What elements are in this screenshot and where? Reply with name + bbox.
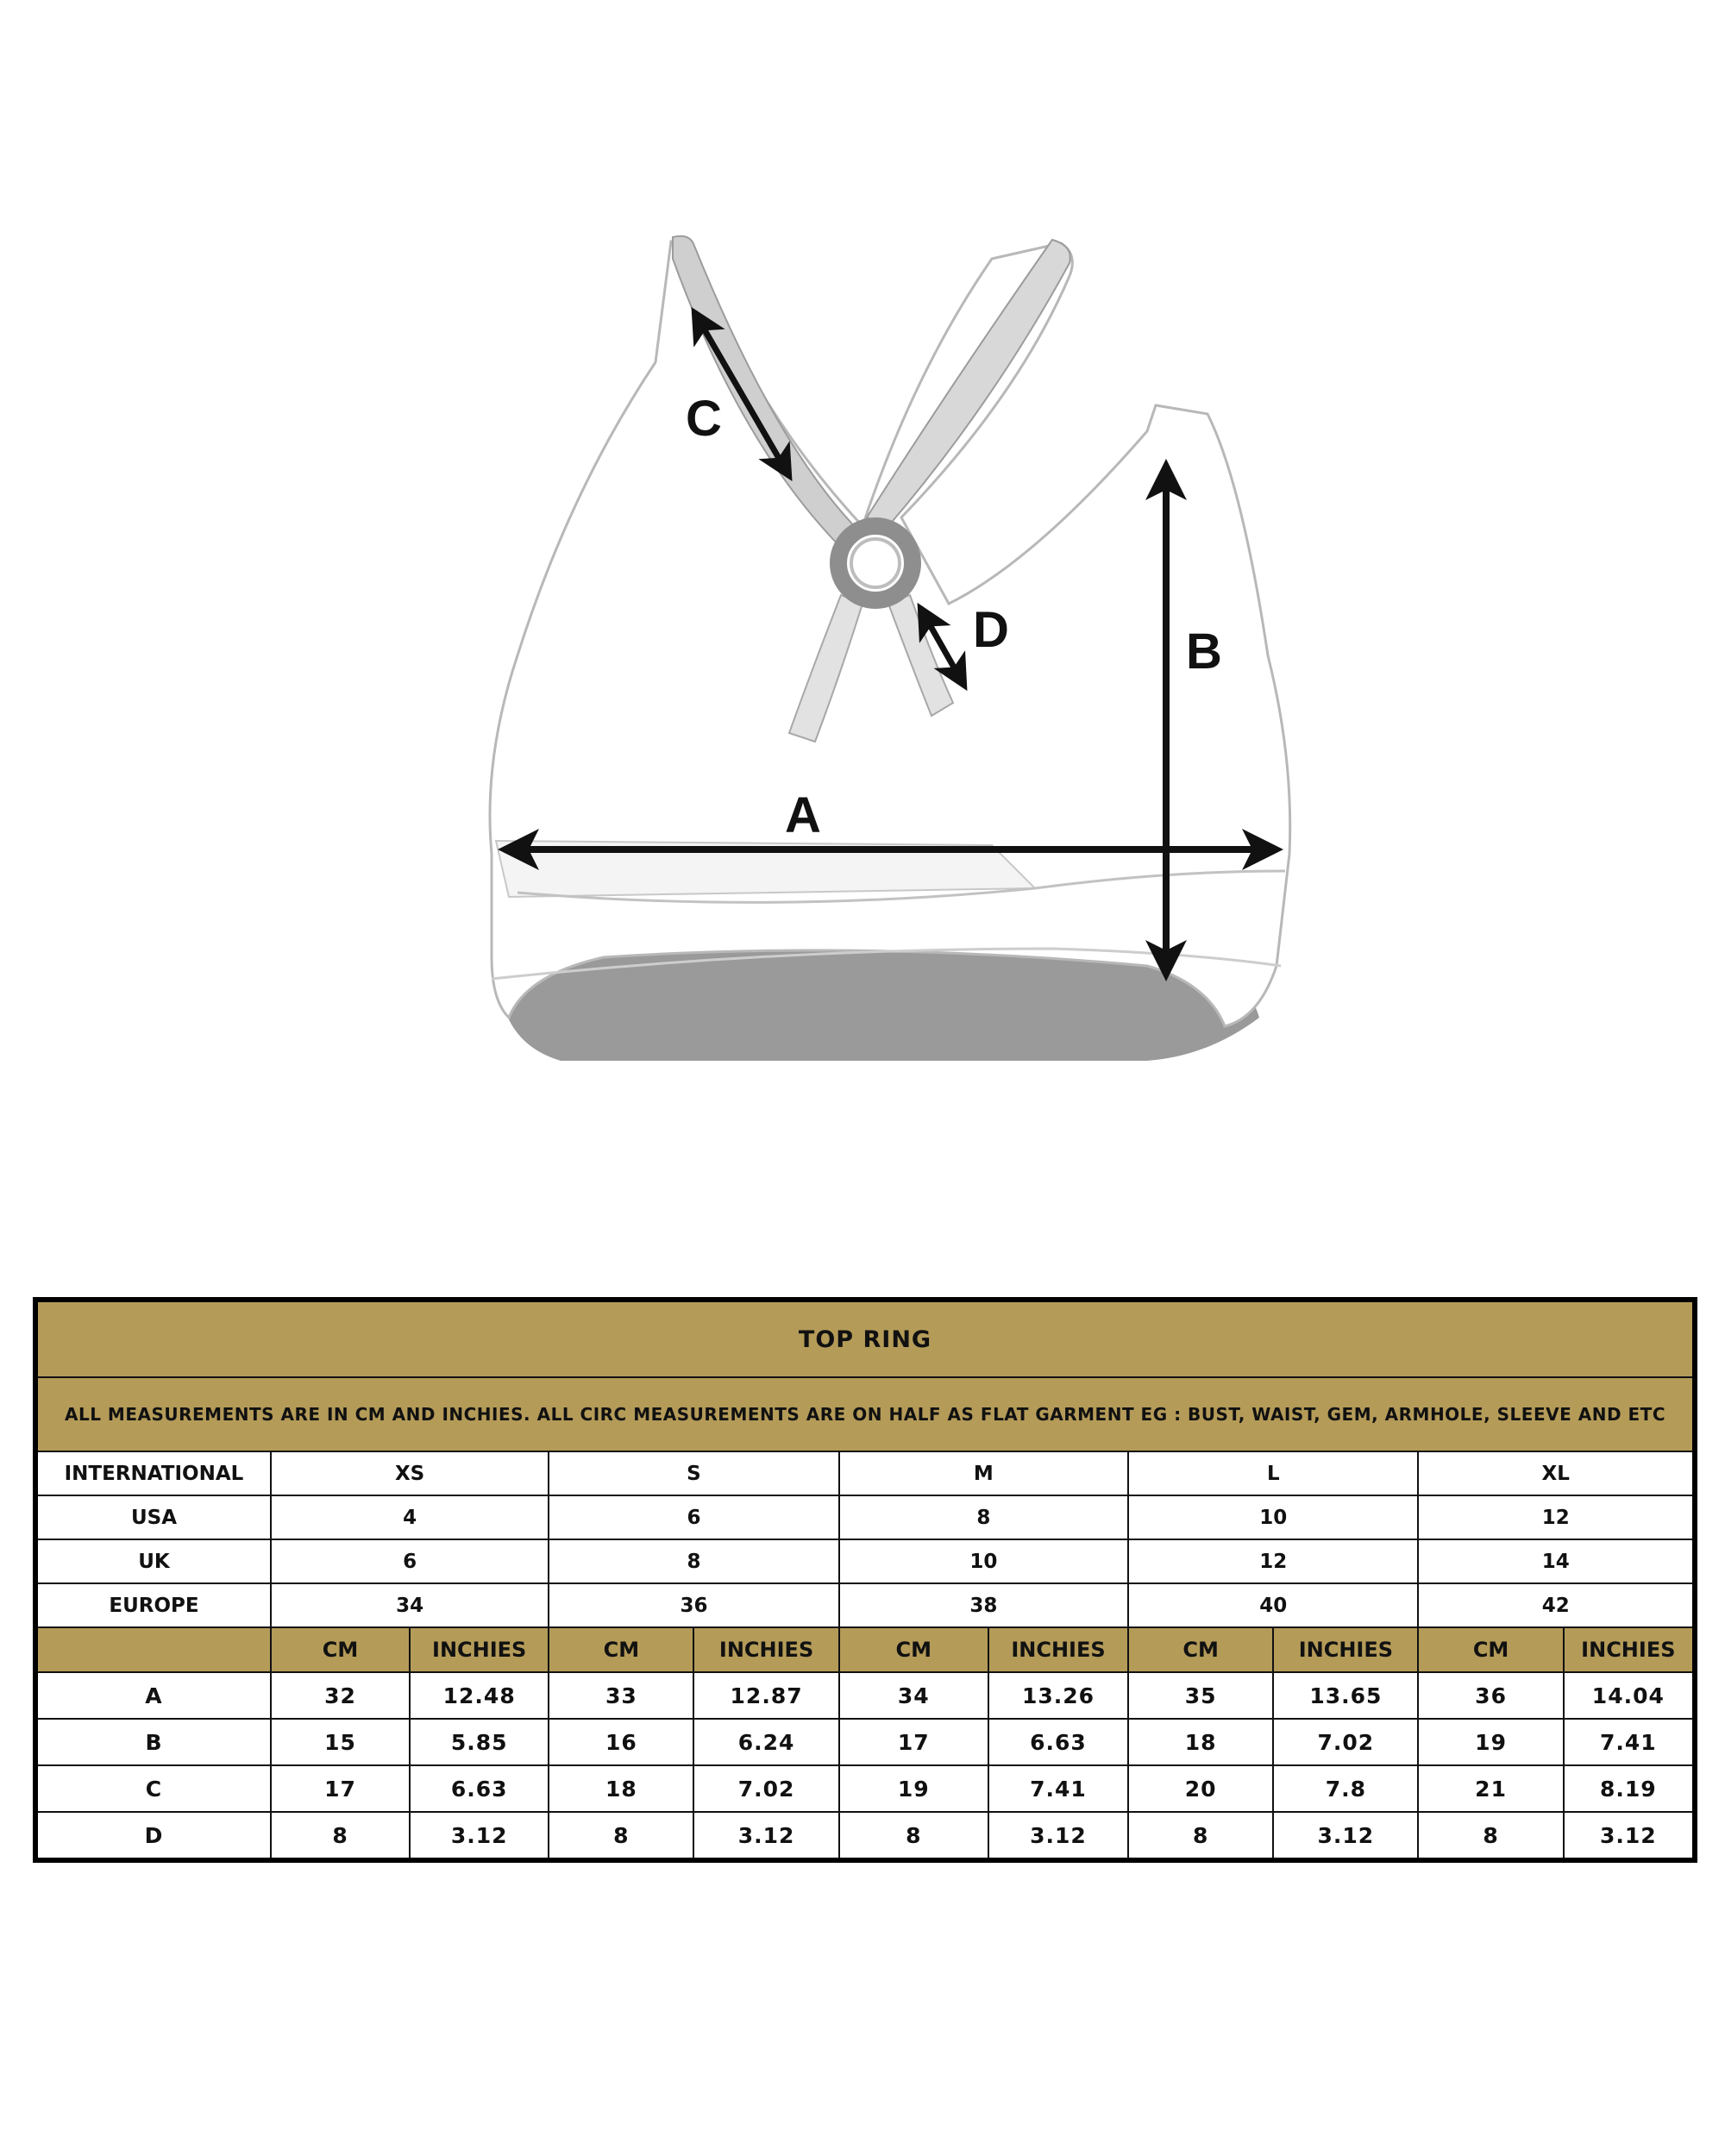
measurement-cell: 7.02	[693, 1765, 838, 1812]
unit-header-label	[35, 1627, 271, 1672]
row-label: A	[35, 1672, 271, 1719]
unit-header-cell: INCHIES	[988, 1627, 1128, 1672]
label-c: C	[686, 391, 722, 447]
measurement-cell: 12.87	[693, 1672, 838, 1719]
measurement-cell: 14.04	[1564, 1672, 1695, 1719]
measurement-cell: 18	[1128, 1719, 1273, 1765]
size-cell: 8	[549, 1539, 838, 1583]
unit-header-cell: INCHIES	[1273, 1627, 1418, 1672]
row-label: USA	[35, 1495, 271, 1539]
size-cell: 6	[271, 1539, 549, 1583]
size-cell: 36	[549, 1583, 838, 1627]
measurement-cell: 12.48	[410, 1672, 549, 1719]
row-label: EUROPE	[35, 1583, 271, 1627]
measurement-cell: 8	[271, 1812, 410, 1860]
measurement-cell: 20	[1128, 1765, 1273, 1812]
row-label: INTERNATIONAL	[35, 1451, 271, 1495]
size-cell: 12	[1418, 1495, 1695, 1539]
size-cell: 8	[839, 1495, 1128, 1539]
size-cell: 38	[839, 1583, 1128, 1627]
row-label: UK	[35, 1539, 271, 1583]
measurement-cell: 8	[549, 1812, 693, 1860]
size-row	[35, 1539, 1695, 1583]
unit-header-cell: INCHIES	[410, 1627, 549, 1672]
unit-header-cell: INCHIES	[693, 1627, 838, 1672]
unit-header-cell: CM	[1418, 1627, 1563, 1672]
measurement-cell: 3.12	[410, 1812, 549, 1860]
label-d: D	[973, 602, 1009, 658]
row-label: C	[35, 1765, 271, 1812]
garment-body	[490, 241, 1290, 1026]
measurement-cell: 7.41	[988, 1765, 1128, 1812]
measurement-cell: 8	[839, 1812, 988, 1860]
size-row	[35, 1495, 1695, 1539]
unit-header-cell: CM	[839, 1627, 988, 1672]
size-cell: 10	[839, 1539, 1128, 1583]
measurement-cell: 3.12	[1273, 1812, 1418, 1860]
measurement-note: ALL MEASUREMENTS ARE IN CM AND INCHIES. ALL CIRC MEASUREMENTS ARE ON HALF AS FLAT GARMENT EG : BUST, WAIST, GEM, ARMHOLE, SLEEVE AND ETC	[35, 1377, 1695, 1451]
size-chart-table	[33, 1297, 1697, 1863]
measurement-row	[35, 1719, 1695, 1765]
size-row	[35, 1583, 1695, 1627]
measurement-cell: 7.8	[1273, 1765, 1418, 1812]
unit-header-row	[35, 1627, 1695, 1672]
measurement-cell: 13.65	[1273, 1672, 1418, 1719]
measurement-row	[35, 1765, 1695, 1812]
size-cell: 40	[1128, 1583, 1418, 1627]
measurement-cell: 19	[839, 1765, 988, 1812]
measurement-cell: 7.41	[1564, 1719, 1695, 1765]
size-cell: M	[839, 1451, 1128, 1495]
size-cell: 4	[271, 1495, 549, 1539]
measurement-cell: 36	[1418, 1672, 1563, 1719]
unit-header-cell: CM	[1128, 1627, 1273, 1672]
measurement-cell: 16	[549, 1719, 693, 1765]
measurement-cell: 15	[271, 1719, 410, 1765]
size-cell: L	[1128, 1451, 1418, 1495]
measurement-cell: 35	[1128, 1672, 1273, 1719]
size-cell: 6	[549, 1495, 838, 1539]
measurement-cell: 32	[271, 1672, 410, 1719]
measurement-cell: 13.26	[988, 1672, 1128, 1719]
size-cell: S	[549, 1451, 838, 1495]
measurement-cell: 6.63	[410, 1765, 549, 1812]
label-b: B	[1186, 624, 1222, 680]
size-cell: 14	[1418, 1539, 1695, 1583]
measurement-cell: 33	[549, 1672, 693, 1719]
measurement-cell: 8	[1418, 1812, 1563, 1860]
measurement-cell: 7.02	[1273, 1719, 1418, 1765]
row-label: D	[35, 1812, 271, 1860]
size-cell: XS	[271, 1451, 549, 1495]
label-a: A	[785, 787, 821, 843]
measurement-cell: 8.19	[1564, 1765, 1695, 1812]
unit-header-cell: CM	[549, 1627, 693, 1672]
unit-header-cell: INCHIES	[1564, 1627, 1695, 1672]
measurement-cell: 6.24	[693, 1719, 838, 1765]
table-title: TOP RING	[35, 1300, 1695, 1377]
measurement-row	[35, 1672, 1695, 1719]
measurement-cell: 3.12	[1564, 1812, 1695, 1860]
size-cell: 42	[1418, 1583, 1695, 1627]
measurement-cell: 6.63	[988, 1719, 1128, 1765]
measurement-cell: 5.85	[410, 1719, 549, 1765]
measurement-cell: 19	[1418, 1719, 1563, 1765]
measurement-cell: 21	[1418, 1765, 1563, 1812]
size-row	[35, 1451, 1695, 1495]
measurement-cell: 18	[549, 1765, 693, 1812]
measurement-cell: 34	[839, 1672, 988, 1719]
measurement-row	[35, 1812, 1695, 1860]
right-strap	[867, 240, 1070, 526]
size-cell: 34	[271, 1583, 549, 1627]
size-cell: XL	[1418, 1451, 1695, 1495]
measurement-cell: 17	[271, 1765, 410, 1812]
measurement-cell: 8	[1128, 1812, 1273, 1860]
measurement-cell: 3.12	[988, 1812, 1128, 1860]
size-cell: 10	[1128, 1495, 1418, 1539]
size-cell: 12	[1128, 1539, 1418, 1583]
row-label: B	[35, 1719, 271, 1765]
measurement-cell: 3.12	[693, 1812, 838, 1860]
unit-header-cell: CM	[271, 1627, 410, 1672]
measurement-cell: 17	[839, 1719, 988, 1765]
